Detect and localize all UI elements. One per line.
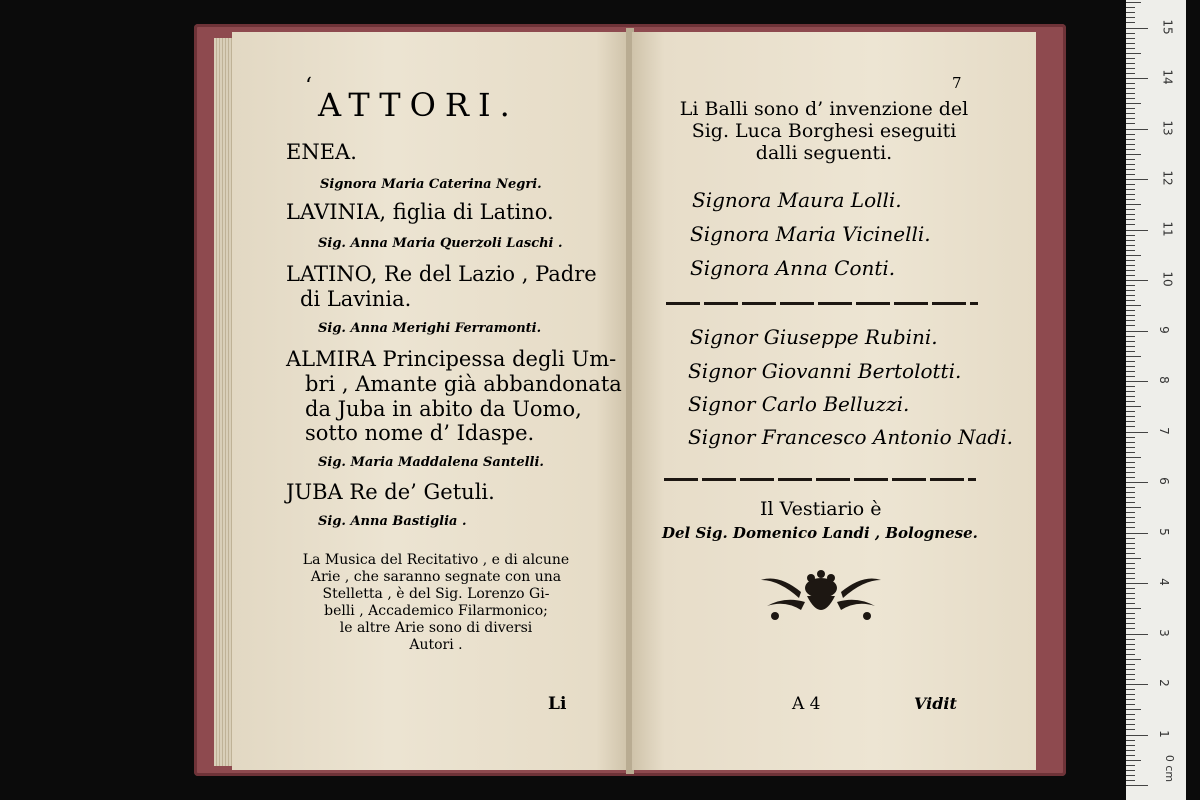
- ruler-tick: [1126, 447, 1135, 448]
- dancer-male: Signor Giuseppe Rubini.: [690, 325, 938, 349]
- ruler-tick: [1126, 618, 1135, 619]
- ruler-number: 7: [1156, 426, 1171, 435]
- ruler-tick: [1126, 250, 1135, 251]
- dancer-male: Signor Francesco Antonio Nadi.: [688, 425, 1013, 449]
- ruler-tick: [1126, 745, 1135, 746]
- ruler-tick: [1126, 346, 1135, 347]
- ruler-tick: [1126, 714, 1135, 715]
- ruler-tick: [1126, 230, 1148, 231]
- ruler-tick: [1126, 240, 1135, 241]
- ballet-headline-line: Sig. Luca Borghesi eseguiti: [691, 120, 957, 142]
- role-almira-line3: sotto nome d’ Idaspe.: [305, 421, 535, 445]
- ruler-tick: [1126, 139, 1135, 140]
- ruler-tick: [1126, 699, 1135, 700]
- ruler-number: 9: [1156, 325, 1171, 334]
- ruler-tick: [1126, 593, 1135, 594]
- ruler-tick: [1126, 507, 1141, 508]
- music-note: [270, 552, 602, 654]
- ruler-tick: [1126, 406, 1141, 407]
- ruler-tick: [1126, 270, 1135, 271]
- music-note-line: La Musica del Recitativo , e di alcune: [302, 552, 570, 568]
- ruler-tick: [1126, 553, 1135, 554]
- dancer-female: Signora Anna Conti.: [690, 256, 896, 280]
- ruler-tick: [1126, 487, 1135, 488]
- ruler-tick: [1126, 533, 1148, 534]
- ruler-tick: [1126, 517, 1135, 518]
- ruler-tick: [1126, 103, 1141, 104]
- ruler-tick: [1126, 512, 1135, 513]
- ballet-headline: [654, 98, 994, 164]
- ruler-tick: [1126, 154, 1141, 155]
- page-mark: ‘: [305, 74, 312, 99]
- role-almira: ALMIRA Principessa degli Um-: [286, 347, 617, 371]
- ruler-tick: [1126, 260, 1135, 261]
- ruler-tick: [1126, 603, 1135, 604]
- ruler-tick: [1126, 194, 1135, 195]
- ruler-tick: [1126, 305, 1141, 306]
- floral-ornament-icon: [755, 566, 887, 626]
- ruler-tick: [1126, 669, 1135, 670]
- ruler-tick: [1126, 366, 1135, 367]
- ruler-tick: [1126, 113, 1135, 114]
- ruler-tick: [1126, 184, 1135, 185]
- ruler-tick: [1126, 58, 1135, 59]
- ruler-tick: [1126, 649, 1135, 650]
- ruler-tick: [1126, 118, 1135, 119]
- role-juba: JUBA Re de’ Getuli.: [286, 480, 495, 504]
- ruler-tick: [1126, 73, 1135, 74]
- ruler-tick: [1126, 209, 1135, 210]
- right-catchword: Vidit: [914, 694, 957, 713]
- costume-title: Il Vestiario è: [760, 498, 882, 520]
- ruler-tick: [1126, 770, 1135, 771]
- ruler-tick: [1126, 568, 1135, 569]
- ruler-tick: [1126, 664, 1135, 665]
- ruler-tick: [1126, 644, 1135, 645]
- ruler-tick: [1126, 351, 1135, 352]
- ruler-tick: [1126, 98, 1135, 99]
- ruler-tick: [1126, 219, 1135, 220]
- ruler-tick: [1126, 760, 1141, 761]
- left-catchword: Li: [548, 694, 567, 714]
- ruler-tick: [1126, 704, 1135, 705]
- singer-almira: Sig. Maria Maddalena Santelli.: [318, 455, 544, 470]
- music-note-line: Arie , che saranno segnate con una: [310, 569, 562, 585]
- ruler-tick: [1126, 2, 1141, 3]
- ruler-tick: [1126, 300, 1135, 301]
- ruler-tick: [1126, 472, 1135, 473]
- ruler-tick: [1126, 265, 1135, 266]
- ruler-number: 1: [1156, 729, 1171, 738]
- singer-enea: Signora Maria Caterina Negri.: [320, 177, 542, 192]
- ruler-tick: [1126, 7, 1135, 8]
- ruler-number: 10: [1160, 271, 1175, 287]
- ruler-tick: [1126, 78, 1148, 79]
- page-number: 7: [952, 74, 962, 92]
- ruler-tick: [1126, 740, 1135, 741]
- music-note-line: Stelletta , è del Sig. Lorenzo Gi-: [322, 586, 550, 602]
- singer-juba: Sig. Anna Bastiglia .: [318, 514, 467, 529]
- ruler-tick: [1126, 729, 1135, 730]
- ruler-tick: [1126, 290, 1135, 291]
- ruler-tick: [1126, 214, 1135, 215]
- ruler-tick: [1126, 416, 1135, 417]
- ruler-tick: [1126, 320, 1135, 321]
- ruler-tick: [1126, 396, 1135, 397]
- ruler-tick: [1126, 654, 1135, 655]
- ruler-tick: [1126, 659, 1141, 660]
- ruler-tick: [1126, 492, 1135, 493]
- ruler-tick: [1126, 123, 1135, 124]
- ruler-tick: [1126, 563, 1135, 564]
- ruler-tick: [1126, 755, 1135, 756]
- ruler-tick: [1126, 482, 1148, 483]
- music-note-line: Autori .: [409, 637, 463, 653]
- ruler-tick: [1126, 361, 1135, 362]
- ruler-tick: [1126, 53, 1141, 54]
- ruler-tick: [1126, 634, 1148, 635]
- music-note-line: le altre Arie sono di diversi: [339, 620, 533, 636]
- dashed-rule: [664, 478, 976, 481]
- ruler-tick: [1126, 63, 1135, 64]
- ruler-tick: [1126, 426, 1135, 427]
- ruler-tick: [1126, 401, 1135, 402]
- dancer-male: Signor Carlo Belluzzi.: [688, 392, 910, 416]
- ruler-tick: [1126, 295, 1135, 296]
- ruler-tick: [1126, 694, 1135, 695]
- ruler-number: 3: [1156, 628, 1171, 637]
- ruler-tick: [1126, 169, 1135, 170]
- ruler-tick: [1126, 285, 1135, 286]
- ruler-tick: [1126, 179, 1148, 180]
- ruler-tick: [1126, 735, 1148, 736]
- ruler-tick: [1126, 174, 1135, 175]
- ruler-tick: [1126, 38, 1135, 39]
- ruler-tick: [1126, 12, 1135, 13]
- role-lavinia: LAVINIA, figlia di Latino.: [286, 200, 554, 224]
- ruler-tick: [1126, 325, 1135, 326]
- ruler-tick: [1126, 522, 1135, 523]
- ruler-tick: [1126, 785, 1148, 786]
- costume-credit: Del Sig. Domenico Landi , Bolognese.: [662, 524, 978, 542]
- ruler-tick: [1126, 724, 1135, 725]
- ruler-tick: [1126, 502, 1135, 503]
- ruler-tick: [1126, 376, 1135, 377]
- ruler-tick: [1126, 22, 1135, 23]
- ruler-tick: [1126, 93, 1135, 94]
- ruler-tick: [1126, 88, 1135, 89]
- dancer-female: Signora Maura Lolli.: [692, 188, 902, 212]
- ruler-tick: [1126, 558, 1141, 559]
- ruler-tick: [1126, 331, 1148, 332]
- ruler-number: 2: [1156, 679, 1171, 687]
- ruler-tick: [1126, 442, 1135, 443]
- ruler-tick: [1126, 204, 1141, 205]
- ruler-tick: [1126, 780, 1135, 781]
- ruler-tick: [1126, 573, 1135, 574]
- ruler-number: 8: [1156, 376, 1171, 384]
- ruler-tick: [1126, 467, 1135, 468]
- ruler-tick: [1126, 411, 1135, 412]
- ruler-tick: [1126, 108, 1135, 109]
- page-edges: [214, 38, 234, 766]
- ruler-number: 14: [1160, 69, 1175, 85]
- ruler-tick: [1126, 315, 1135, 316]
- ruler-tick: [1126, 598, 1135, 599]
- role-latino-cont: di Lavinia.: [300, 287, 412, 311]
- ruler-tick: [1126, 538, 1135, 539]
- singer-latino: Sig. Anna Merighi Ferramonti.: [318, 321, 542, 336]
- ruler-tick: [1126, 144, 1135, 145]
- ruler-tick: [1126, 548, 1135, 549]
- ruler-tick: [1126, 588, 1135, 589]
- role-almira-line2: da Juba in abito da Uomo,: [305, 397, 582, 421]
- ruler-number: 5: [1156, 527, 1171, 536]
- ruler-number: 4: [1156, 578, 1171, 586]
- ruler-tick: [1126, 719, 1135, 720]
- ruler-tick: [1126, 457, 1141, 458]
- music-note-line: belli , Accademico Filarmonico;: [324, 603, 548, 619]
- ruler-tick: [1126, 684, 1148, 685]
- ruler-number: 13: [1160, 119, 1175, 136]
- ruler-tick: [1126, 129, 1148, 130]
- ruler-tick: [1126, 336, 1135, 337]
- dancer-male: Signor Giovanni Bertolotti.: [688, 359, 962, 383]
- dashed-rule: [666, 302, 978, 305]
- ballet-headline-line: Li Balli sono d’ invenzione del: [679, 98, 969, 120]
- singer-lavinia: Sig. Anna Maria Querzoli Laschi .: [318, 236, 563, 251]
- ruler-tick: [1126, 679, 1135, 680]
- ruler-tick: [1126, 462, 1135, 463]
- ruler-tick: [1126, 224, 1135, 225]
- ruler-tick: [1126, 527, 1135, 528]
- ruler-tick: [1126, 341, 1135, 342]
- ruler-tick: [1126, 83, 1135, 84]
- ruler-tick: [1126, 709, 1141, 710]
- ruler-tick: [1126, 421, 1135, 422]
- ruler-tick: [1126, 689, 1135, 690]
- ruler-number: 6: [1156, 477, 1171, 485]
- ruler-tick: [1126, 134, 1135, 135]
- ruler-tick: [1126, 623, 1135, 624]
- ruler-tick: [1126, 608, 1141, 609]
- ruler-tick: [1126, 639, 1135, 640]
- measurement-ruler: [1126, 0, 1186, 800]
- ballet-headline-line: dalli seguenti.: [755, 142, 893, 164]
- ruler-tick: [1126, 578, 1135, 579]
- page-title: ATTORI.: [318, 86, 519, 124]
- ruler-tick: [1126, 17, 1135, 18]
- ruler-tick: [1126, 43, 1135, 44]
- ruler-number: 12: [1160, 170, 1175, 186]
- role-latino: LATINO, Re del Lazio , Padre: [286, 262, 597, 286]
- ruler-tick: [1126, 674, 1135, 675]
- ruler-unit: 0 cm: [1163, 754, 1177, 783]
- ruler-tick: [1126, 477, 1135, 478]
- ruler-tick: [1126, 613, 1135, 614]
- ruler-number: 11: [1160, 220, 1175, 237]
- ruler-tick: [1126, 583, 1148, 584]
- ruler-tick: [1126, 280, 1148, 281]
- ruler-tick: [1126, 275, 1135, 276]
- role-enea: ENEA.: [286, 140, 357, 164]
- ruler-tick: [1126, 255, 1141, 256]
- ruler-tick: [1126, 28, 1148, 29]
- ruler-tick: [1126, 356, 1141, 357]
- ruler-tick: [1126, 391, 1135, 392]
- ruler-tick: [1126, 235, 1135, 236]
- ruler-tick: [1126, 765, 1135, 766]
- ruler-tick: [1126, 371, 1135, 372]
- ruler-tick: [1126, 48, 1135, 49]
- ruler-tick: [1126, 386, 1135, 387]
- ruler-tick: [1126, 245, 1135, 246]
- ruler-tick: [1126, 497, 1135, 498]
- ruler-number: 15: [1160, 18, 1175, 35]
- ruler-tick: [1126, 543, 1135, 544]
- ruler-tick: [1126, 775, 1135, 776]
- ruler-tick: [1126, 159, 1135, 160]
- ruler-tick: [1126, 199, 1135, 200]
- ruler-tick: [1126, 628, 1135, 629]
- role-almira-line1: bri , Amante già abbandonata: [305, 372, 622, 396]
- ruler-tick: [1126, 437, 1135, 438]
- ruler-tick: [1126, 750, 1135, 751]
- ruler-tick: [1126, 310, 1135, 311]
- ruler-tick: [1126, 68, 1135, 69]
- ruler-tick: [1126, 381, 1148, 382]
- signature-mark: A 4: [792, 694, 821, 714]
- ruler-tick: [1126, 452, 1135, 453]
- ruler-tick: [1126, 189, 1135, 190]
- ruler-tick: [1126, 149, 1135, 150]
- ruler-tick: [1126, 432, 1148, 433]
- ruler-tick: [1126, 164, 1135, 165]
- ruler-tick: [1126, 33, 1135, 34]
- dancer-female: Signora Maria Vicinelli.: [690, 222, 931, 246]
